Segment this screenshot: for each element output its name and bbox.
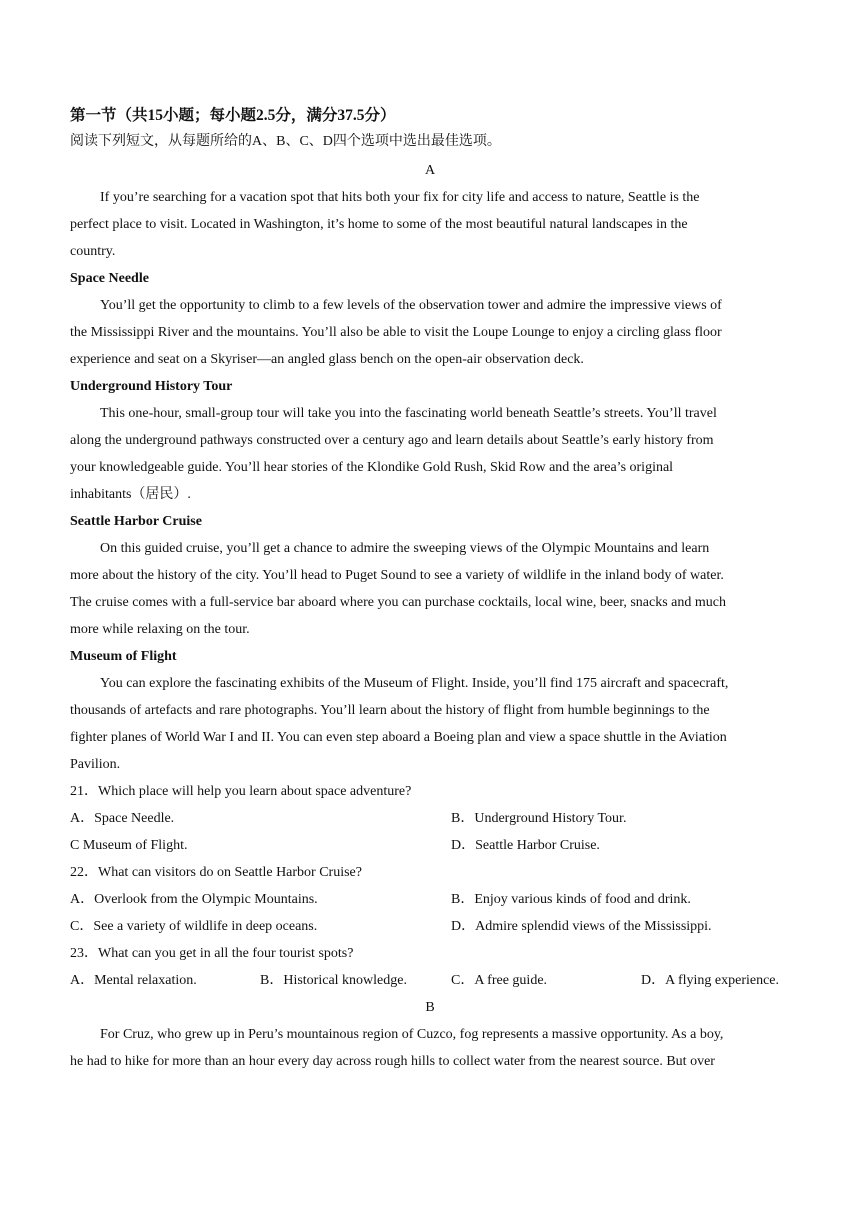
paragraph-line: Pavilion. [70, 757, 121, 772]
section-title: 第一节（共15小题；每小题2.5分，满分37.5分） [70, 107, 396, 124]
passage-a-label: A [424, 163, 436, 178]
option-d: D．Seattle Harbor Cruise. [451, 838, 600, 853]
paragraph-line: along the underground pathways constructed over a century ago and learn details about Seattle’s early history from [70, 433, 714, 448]
option-b: B．Enjoy various kinds of food and drink. [451, 892, 691, 907]
paragraph-line: On this guided cruise, you’ll get a chance to admire the sweeping views of the Olympic Mountains and learn [100, 541, 710, 556]
paragraph-line: more about the history of the city. You’ll head to Puget Sound to see a variety of wildlife in the inland body of water. [70, 568, 724, 583]
spot-heading: Underground History Tour [70, 379, 233, 394]
paragraph-line: If you’re searching for a vacation spot that hits both your fix for city life and access to nature, Seattle is the [100, 190, 700, 205]
paragraph-line: perfect place to visit. Located in Washington, it’s home to some of the most beautiful natural landscapes in the [70, 217, 688, 232]
paragraph-line: inhabitants（居民）. [70, 487, 191, 502]
paragraph-line: This one-hour, small-group tour will take you into the fascinating world beneath Seattle’s streets. You’ll travel [100, 406, 717, 421]
section-instruction: 阅读下列短文，从每题所给的A、B、C、D四个选项中选出最佳选项。 [70, 134, 501, 149]
option-c: C Museum of Flight. [70, 838, 188, 853]
paragraph-line: For Cruz, who grew up in Peru’s mountainous region of Cuzco, fog represents a massive opportunity. As a boy, [100, 1027, 724, 1042]
option-a: A．Space Needle. [70, 811, 175, 826]
paragraph-line: your knowledgeable guide. You’ll hear stories of the Klondike Gold Rush, Skid Row and the area’s original [70, 460, 674, 475]
option-b: B．Underground History Tour. [451, 811, 627, 826]
option-d: D．A flying experience. [641, 973, 780, 988]
passage-b-label: B [425, 1000, 435, 1015]
paragraph-line: The cruise comes with a full-service bar aboard where you can purchase cocktails, local wine, beer, snacks and much [70, 595, 727, 610]
paragraph-line: experience and seat on a Skyriser—an angled glass bench on the open-air observation deck. [70, 352, 584, 367]
option-a: A．Overlook from the Olympic Mountains. [70, 892, 318, 907]
option-d: D．Admire splendid views of the Mississippi. [451, 919, 712, 934]
paragraph-line: fighter planes of World War I and II. You can even step aboard a Boeing plan and view a space shuttle in the Aviation [70, 730, 727, 745]
question-stem: 23．What can you get in all the four tourist spots? [70, 946, 354, 961]
spot-heading: Museum of Flight [70, 649, 177, 664]
paragraph-line: the Mississippi River and the mountains. You’ll also be able to visit the Loupe Lounge to enjoy a circling glass floor [70, 325, 722, 340]
paragraph-line: more while relaxing on the tour. [70, 622, 250, 637]
question-stem: 21．Which place will help you learn about space adventure? [70, 784, 412, 799]
paragraph-line: country. [70, 244, 116, 259]
paragraph-line: thousands of artefacts and rare photographs. You’ll learn about the history of flight from humble beginnings to the [70, 703, 710, 718]
paragraph-line: he had to hike for more than an hour every day across rough hills to collect water from the nearest source. But over [70, 1054, 715, 1069]
spot-heading: Seattle Harbor Cruise [70, 514, 202, 529]
spot-heading: Space Needle [70, 271, 149, 286]
option-c: C．See a variety of wildlife in deep oceans. [70, 919, 318, 934]
option-b: B．Historical knowledge. [260, 973, 407, 988]
paragraph-line: You can explore the fascinating exhibits of the Museum of Flight. Inside, you’ll find 175 aircraft and spacecraft, [100, 676, 729, 691]
option-a: A．Mental relaxation. [70, 973, 197, 988]
option-c: C．A free guide. [451, 973, 548, 988]
paragraph-line: You’ll get the opportunity to climb to a few levels of the observation tower and admire the impressive views of [100, 298, 722, 313]
question-stem: 22．What can visitors do on Seattle Harbor Cruise? [70, 865, 362, 880]
